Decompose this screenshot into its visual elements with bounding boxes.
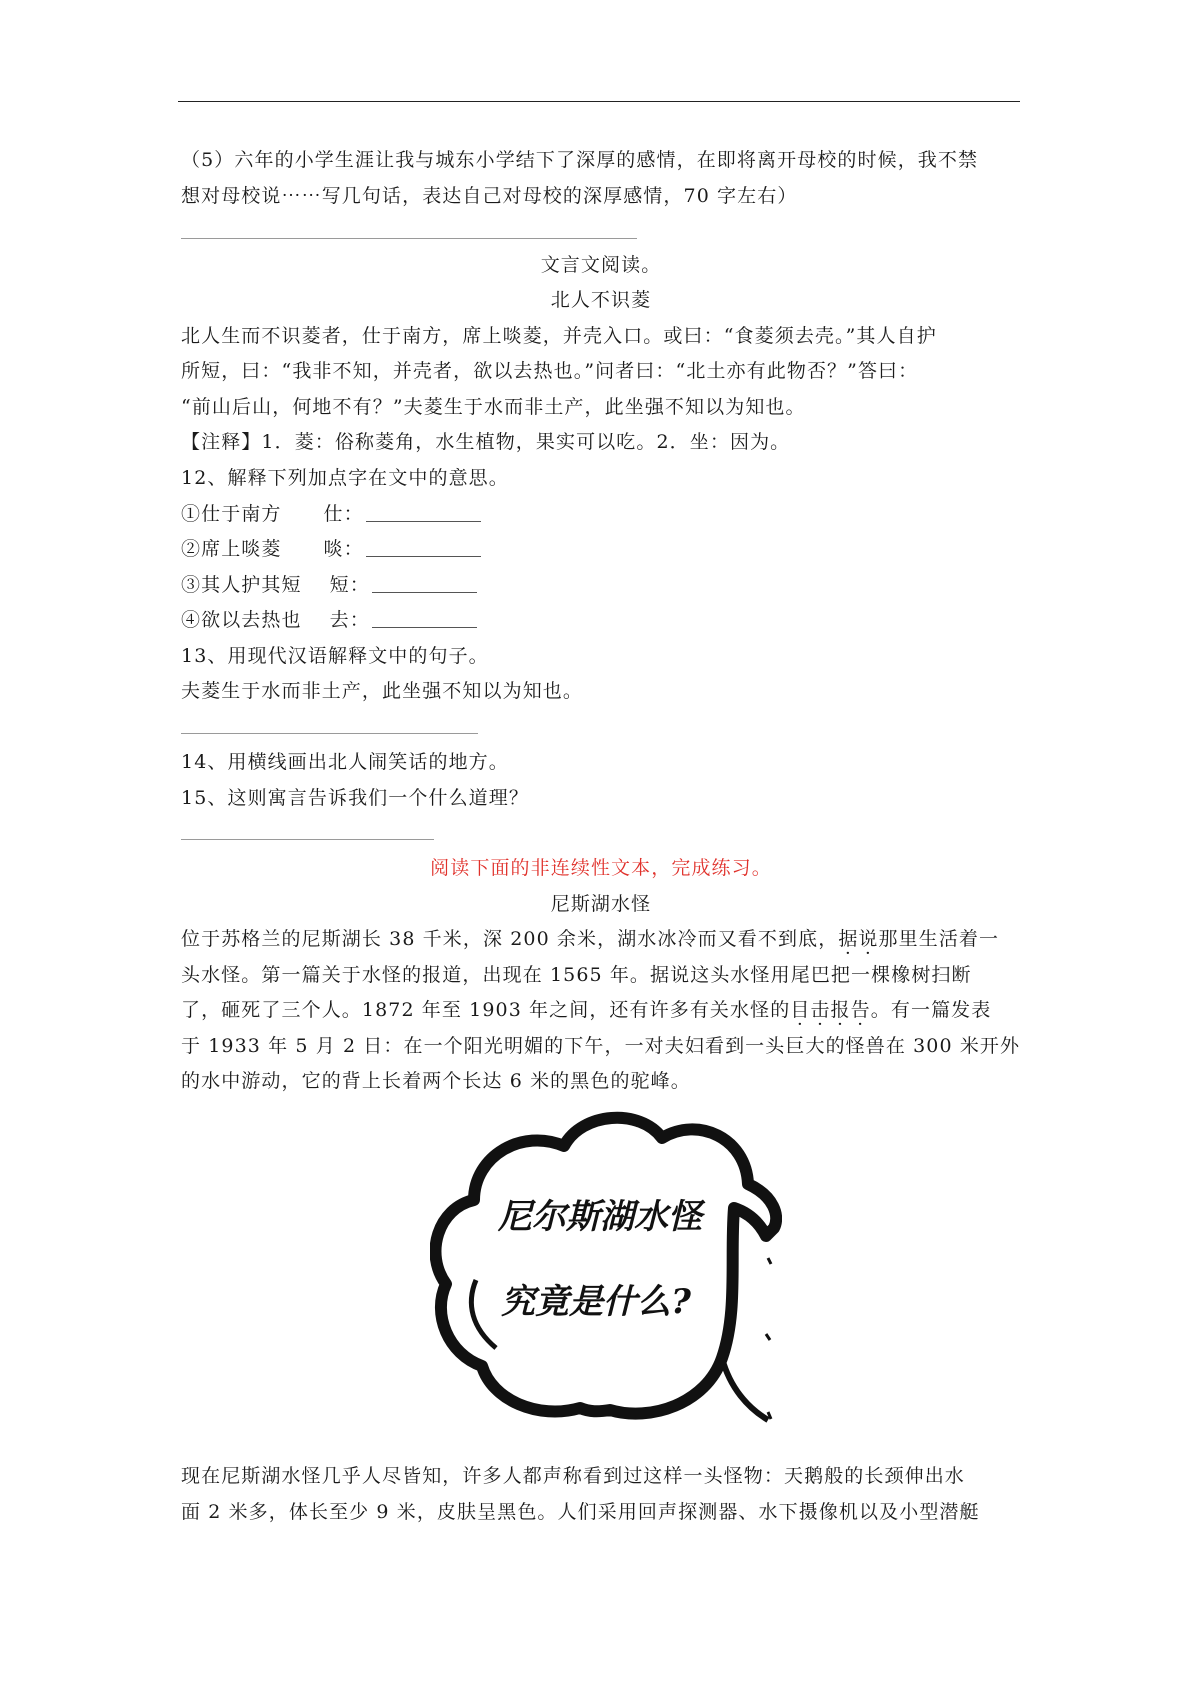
margin-mark-2 [766, 1334, 770, 1340]
q12-item-3 [181, 573, 477, 597]
cloud-shape [430, 1108, 782, 1434]
cloud-tail [722, 1358, 768, 1420]
answer-line-q5[interactable] [181, 238, 637, 239]
nonfiction-p2-line-1: 现在尼斯湖水怪几乎人尽皆知，许多人都声称看到过这样一头怪物：天鹅般的长颈伸出水 [181, 1465, 965, 1487]
q12-item-1 [181, 502, 481, 526]
answer-line-q15[interactable] [181, 839, 434, 840]
classical-text-line-1: 北人生而不识菱者，仕于南方，席上啖菱，并壳入口。或曰：“食菱须去壳。”其人自护 [181, 325, 937, 347]
text-run: 的水中游动，它的背上长着两个长达 6 米的黑色的驼峰。 [181, 1070, 691, 1092]
q12-item-1-phrase: ①仕于南方 [181, 503, 282, 525]
q12-item-2-phrase: ②席上啖菱 [181, 538, 282, 560]
text-run: 头水怪。第一篇关于水怪的报道，出现在 1565 年。据说这头水怪用尾巴把一棵橡树扫断 [181, 964, 972, 986]
text-run: 于 1933 年 5 月 2 日：在一个阳光明媚的下午，一对夫妇看到一头巨大的怪兽在 300 米开外 [181, 1035, 1021, 1057]
dotted-char: 告 [850, 999, 871, 1021]
answer-line-q13[interactable] [181, 733, 478, 734]
q12-item-3-label: 短： [329, 574, 370, 596]
q13-sentence: 夫菱生于水而非土产，此坐强不知以为知也。 [181, 680, 584, 702]
q12-item-4-label: 去： [329, 609, 370, 631]
dotted-char: 报 [830, 999, 851, 1021]
q12-item-4-blank[interactable] [372, 609, 477, 628]
dotted-char: 击 [810, 999, 831, 1021]
question-13: 13、用现代汉语解释文中的句子。 [181, 645, 489, 667]
emphasis-dotted-text [790, 999, 870, 1021]
nonfiction-p2-line-2: 面 2 米多，体长至少 9 米，皮肤呈黑色。人们采用回声探测器、水下摄像机以及小型潜艇 [181, 1501, 980, 1523]
emphasis-dotted-text [838, 928, 878, 950]
margin-mark-1 [768, 1258, 771, 1264]
section-heading-nonfiction: 阅读下面的非连续性文本，完成练习。 [430, 857, 772, 879]
section-heading-classical: 文言文阅读。 [540, 254, 662, 276]
thought-cloud-illustration [430, 1108, 782, 1434]
nonfiction-p1-line-5 [181, 1069, 691, 1093]
q12-item-2 [181, 537, 481, 561]
nonfiction-p1-line-4 [181, 1034, 1020, 1058]
passage-title-classical: 北人不识菱 [550, 289, 652, 311]
q12-item-2-blank[interactable] [366, 538, 481, 557]
classical-text-line-2: 所短，曰：“我非不知，并壳者，欲以去热也。”问者曰：“北土亦有此物否？”答曰： [181, 360, 919, 382]
cloud-caption-line-1: 尼尔斯湖水怪 [498, 1197, 702, 1237]
q12-item-2-label: 啖： [323, 538, 364, 560]
nonfiction-p1-line-1 [181, 927, 999, 951]
header-rule [178, 101, 1020, 102]
text-run: 。有一篇发表 [870, 999, 992, 1021]
dotted-char: 据 [838, 928, 859, 950]
text-run: 那里生活着一 [878, 928, 1000, 950]
question-14: 14、用横线画出北人闹笑话的地方。 [181, 751, 509, 773]
dotted-char: 目 [790, 999, 811, 1021]
q12-item-3-phrase: ③其人护其短 [181, 574, 302, 596]
text-run: 了，砸死了三个人。1872 年至 1903 年之间，还有许多有关水怪的 [181, 999, 791, 1021]
q12-item-3-blank[interactable] [372, 574, 477, 593]
q12-item-4-phrase: ④欲以去热也 [181, 609, 302, 631]
text-run: 位于苏格兰的尼斯湖长 38 千米，深 200 余米，湖水冰冷而又看不到底， [181, 928, 839, 950]
classical-text-line-3: “前山后山，何地不有？”夫菱生于水而非土产，此坐强不知以为知也。 [181, 396, 806, 418]
passage-title-nonfiction: 尼斯湖水怪 [550, 893, 652, 915]
q12-item-1-label: 仕： [323, 503, 364, 525]
nonfiction-p1-line-3 [181, 998, 991, 1022]
q12-item-1-blank[interactable] [366, 503, 481, 522]
nonfiction-p1-line-2 [181, 963, 972, 987]
annotation-note: 【注释】1．菱：俗称菱角，水生植物，果实可以吃。2．坐：因为。 [181, 431, 791, 453]
dotted-char: 说 [858, 928, 879, 950]
q12-item-4 [181, 608, 477, 632]
q5-line-1: （5）六年的小学生涯让我与城东小学结下了深厚的感情，在即将离开母校的时候，我不禁 [181, 149, 979, 171]
q5-line-2: 想对母校说⋯⋯写几句话，表达自己对母校的深厚感情，70 字左右） [181, 185, 798, 207]
question-15: 15、这则寓言告诉我们一个什么道理？ [181, 787, 529, 809]
question-12: 12、解释下列加点字在文中的意思。 [181, 467, 509, 489]
cloud-caption-line-2: 究竟是什么? [501, 1282, 691, 1322]
